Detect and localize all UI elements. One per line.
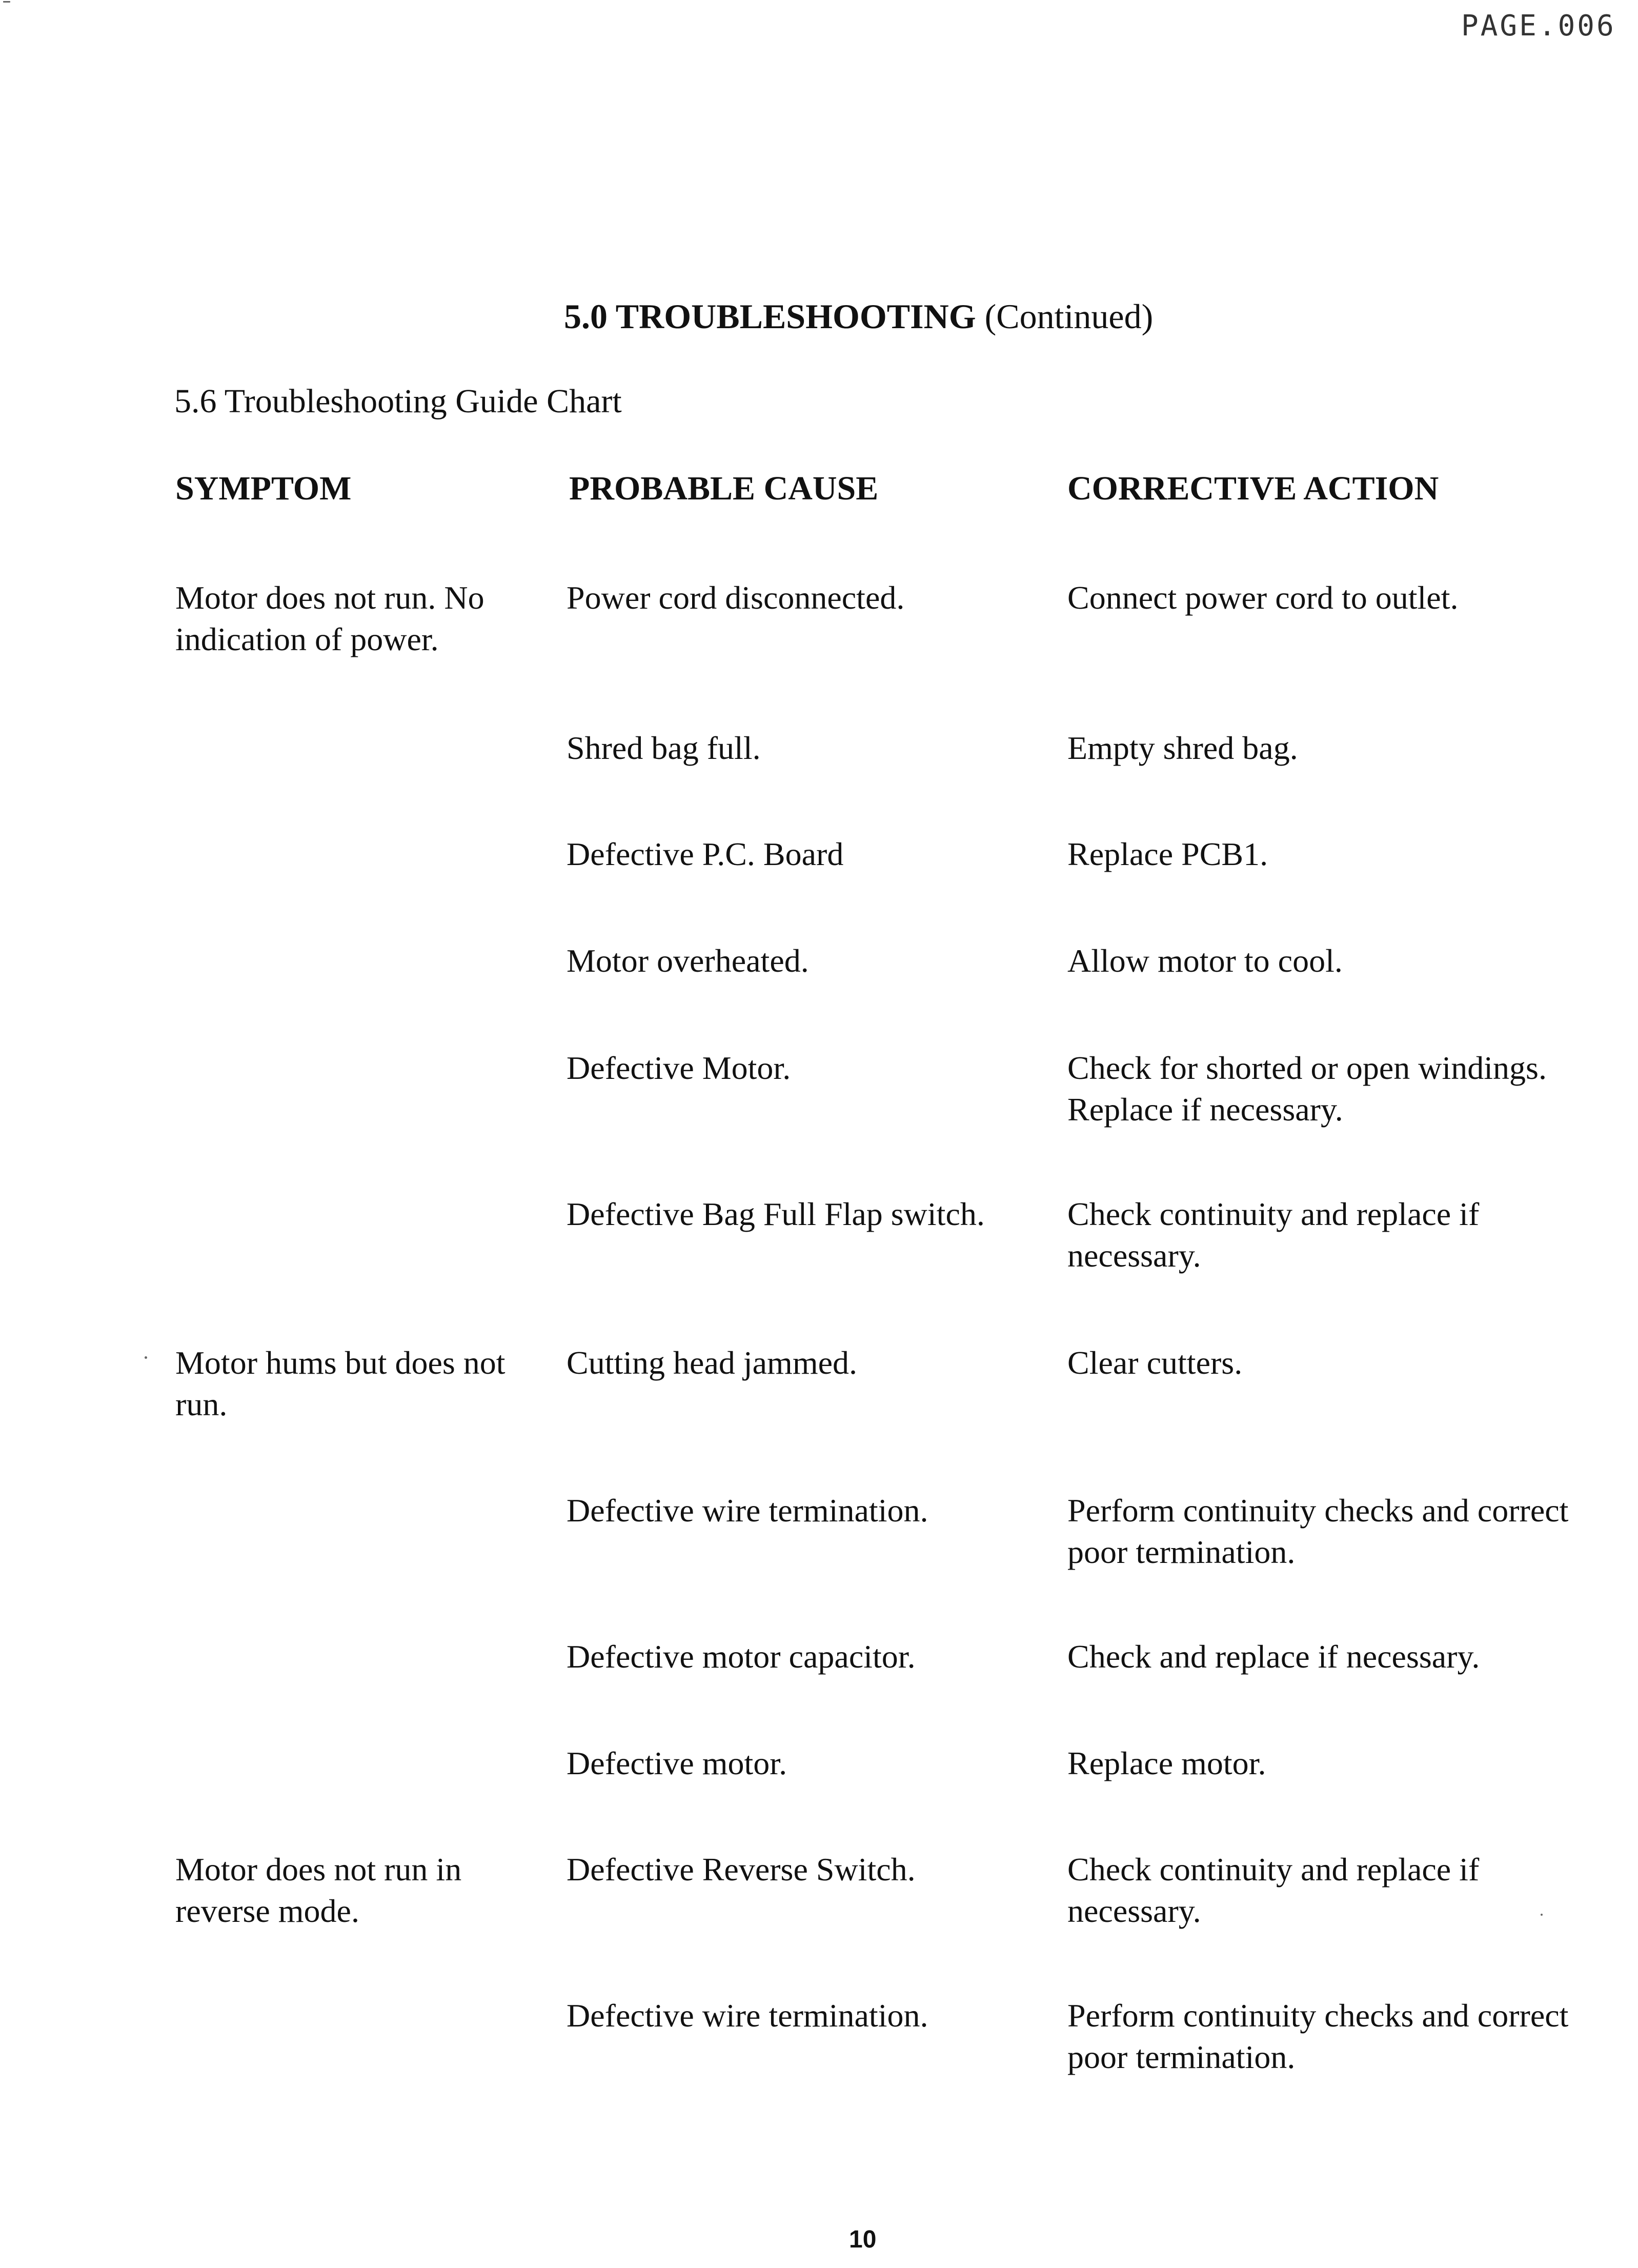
probable-cause-cell: Motor overheated. <box>567 942 809 979</box>
column-header-corrective-action: CORRECTIVE ACTION <box>1067 470 1439 507</box>
corrective-action-cell: Check and replace if necessary. <box>1067 1638 1480 1675</box>
symptom-cell: Motor hums but does not run. <box>175 1344 505 1422</box>
corrective-action-cell: Perform continuity checks and correct poor termination. <box>1067 1492 1569 1570</box>
column-header-symptom: SYMPTOM <box>175 470 352 507</box>
probable-cause-cell: Shred bag full. <box>567 730 761 766</box>
corrective-action-cell: Check continuity and replace if necessary. <box>1067 1851 1480 1929</box>
symptom-cell: Motor does not run. No indication of power. <box>175 579 484 657</box>
scan-speck <box>3 1 10 3</box>
probable-cause-cell: Defective motor capacitor. <box>567 1638 916 1675</box>
corrective-action-cell: Connect power cord to outlet. <box>1067 579 1459 616</box>
subsection-title: 5.6 Troubleshooting Guide Chart <box>174 383 622 420</box>
section-title-text: 5.0 TROUBLESHOOTING <box>564 297 976 336</box>
corrective-action-cell: Clear cutters. <box>1067 1344 1243 1381</box>
probable-cause-cell: Power cord disconnected. <box>567 579 905 616</box>
probable-cause-cell: Defective motor. <box>567 1745 787 1781</box>
probable-cause-cell: Defective Motor. <box>567 1050 791 1086</box>
corrective-action-cell: Replace motor. <box>1067 1745 1266 1781</box>
corrective-action-cell: Allow motor to cool. <box>1067 942 1343 979</box>
corrective-action-cell: Empty shred bag. <box>1067 730 1298 766</box>
corrective-action-cell: Perform continuity checks and correct poor termination. <box>1067 1997 1569 2075</box>
corrective-action-cell: Replace PCB1. <box>1067 836 1268 872</box>
page-stamp: PAGE.006 <box>1461 9 1616 43</box>
scan-speck <box>1541 1914 1543 1916</box>
corrective-action-cell: Check continuity and replace if necessary. <box>1067 1196 1480 1274</box>
scan-speck <box>145 1356 147 1359</box>
page-number: 10 <box>849 2226 877 2253</box>
probable-cause-cell: Defective wire termination. <box>567 1997 928 2034</box>
probable-cause-cell: Cutting head jammed. <box>567 1344 857 1381</box>
probable-cause-cell: Defective Reverse Switch. <box>567 1851 916 1888</box>
column-header-probable-cause: PROBABLE CAUSE <box>569 470 879 507</box>
section-title-suffix: (Continued) <box>984 297 1154 336</box>
probable-cause-cell: Defective Bag Full Flap switch. <box>567 1196 985 1232</box>
section-title <box>564 296 1153 337</box>
symptom-cell: Motor does not run in reverse mode. <box>175 1851 462 1929</box>
probable-cause-cell: Defective wire termination. <box>567 1492 928 1529</box>
corrective-action-cell: Check for shorted or open windings. Replace if necessary. <box>1067 1050 1547 1128</box>
probable-cause-cell: Defective P.C. Board <box>567 836 844 872</box>
